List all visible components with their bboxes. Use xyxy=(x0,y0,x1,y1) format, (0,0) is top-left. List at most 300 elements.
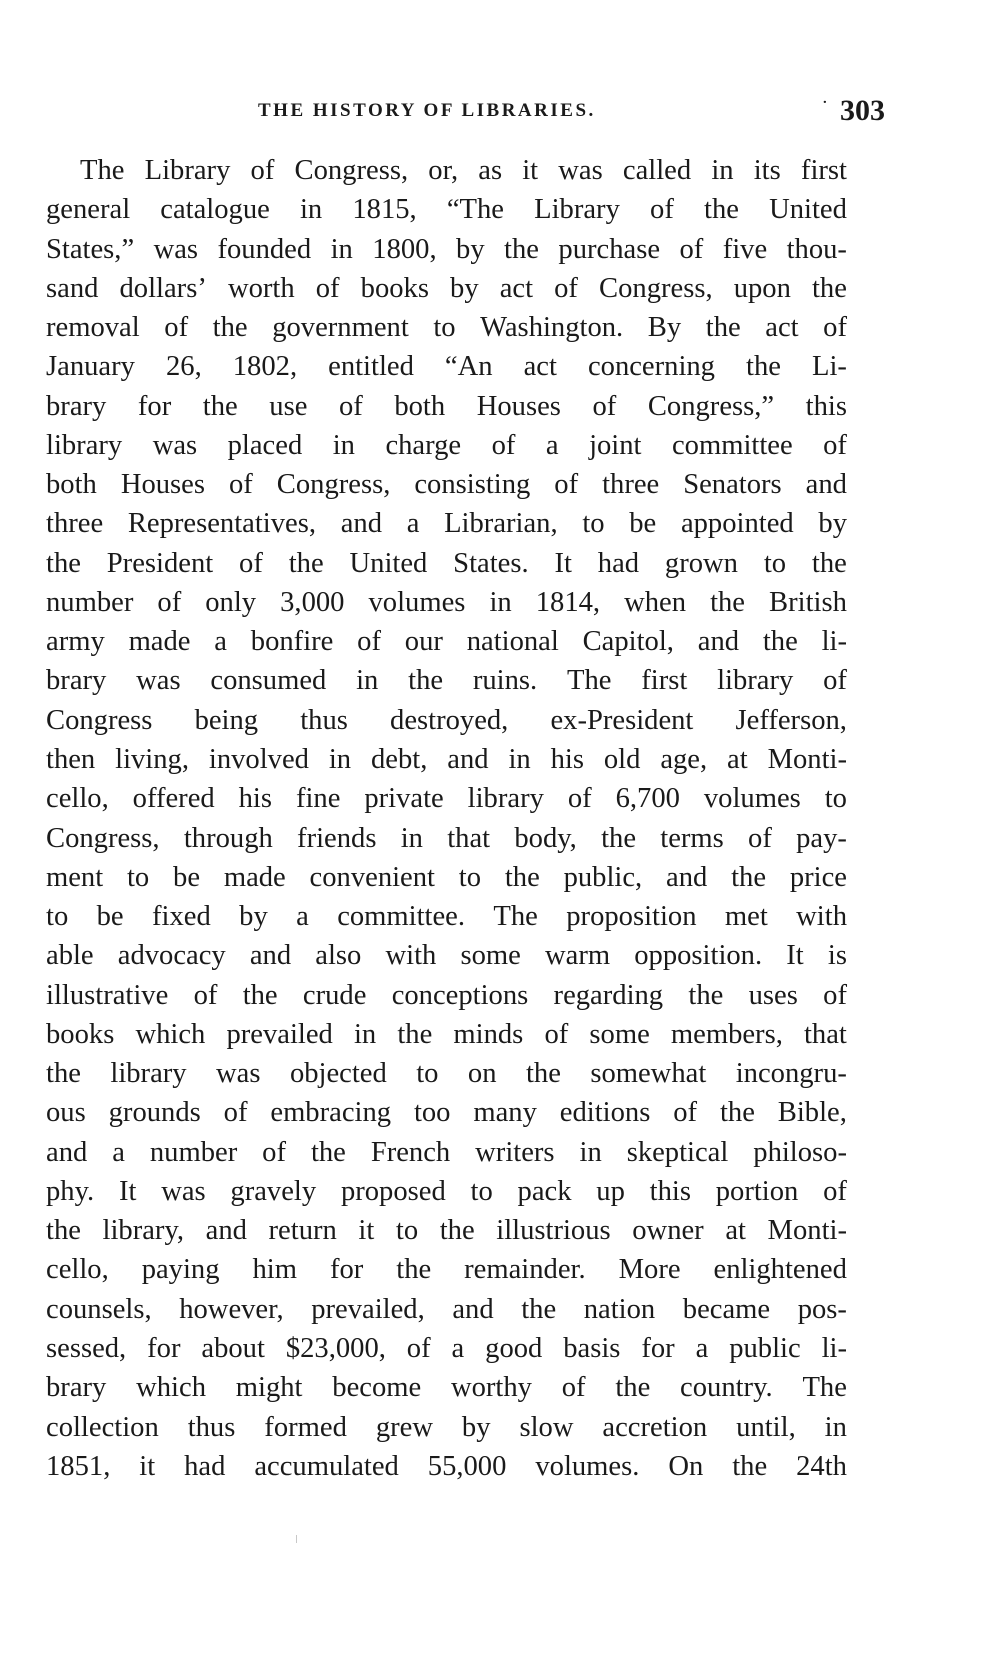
text-line xyxy=(46,1447,847,1486)
word: of xyxy=(157,586,182,618)
word: able xyxy=(46,940,94,972)
word: brary xyxy=(46,665,107,697)
word: to xyxy=(470,1175,493,1207)
word: prevailed xyxy=(226,1018,333,1050)
word: be xyxy=(96,901,124,933)
word: about xyxy=(201,1332,265,1364)
word: then xyxy=(46,743,96,775)
word: and xyxy=(666,861,708,893)
word: It xyxy=(554,547,572,579)
word: bonfire xyxy=(250,626,334,658)
word: minds xyxy=(453,1018,524,1050)
word: pay- xyxy=(796,822,847,854)
word: the xyxy=(242,979,278,1011)
word: was xyxy=(216,1058,261,1090)
word: five xyxy=(722,233,768,265)
word: conceptions xyxy=(391,979,529,1011)
word: books xyxy=(360,272,429,304)
word: of xyxy=(592,390,617,422)
word: public xyxy=(729,1332,801,1364)
word: the xyxy=(688,979,724,1011)
word: Bible, xyxy=(777,1097,847,1129)
word: to xyxy=(582,508,605,540)
word: it xyxy=(139,1450,156,1482)
text-line xyxy=(46,1368,847,1407)
word: Representatives, xyxy=(127,508,317,540)
word: consumed xyxy=(210,665,327,697)
word: members, xyxy=(670,1018,783,1050)
word: fixed xyxy=(152,901,211,933)
word: Washington. xyxy=(480,312,624,344)
word: the xyxy=(719,1097,755,1129)
word: advocacy xyxy=(117,940,226,972)
word: accretion xyxy=(602,1411,708,1443)
word: 1815, xyxy=(352,194,417,226)
text-line xyxy=(46,976,847,1015)
word: friends xyxy=(297,822,377,854)
word: of xyxy=(223,1097,248,1129)
body-text xyxy=(46,151,847,1486)
word: and xyxy=(46,1136,88,1168)
word: library xyxy=(467,783,544,815)
page-number: 303 xyxy=(840,94,885,127)
word: the xyxy=(310,1136,346,1168)
word: government xyxy=(272,312,409,344)
word: embracing xyxy=(270,1097,392,1129)
word: to xyxy=(395,1215,419,1247)
word: ex-President xyxy=(550,704,694,736)
word: be xyxy=(173,861,201,893)
text-line xyxy=(46,426,847,465)
word: which xyxy=(135,1018,206,1050)
word: in xyxy=(332,429,355,461)
word: it xyxy=(522,155,539,186)
word: books xyxy=(46,1018,115,1050)
word: proposed xyxy=(340,1175,446,1207)
word: also xyxy=(315,940,362,972)
word: be xyxy=(629,508,657,540)
word: the xyxy=(46,1215,81,1247)
word: portion xyxy=(715,1175,799,1207)
word: Congress xyxy=(46,704,153,736)
word: pos- xyxy=(797,1293,847,1325)
word: Houses xyxy=(120,469,206,501)
word: for xyxy=(641,1332,675,1364)
word: The xyxy=(802,1372,847,1404)
word: Congress, xyxy=(46,822,160,854)
word: ment xyxy=(46,861,104,893)
word: By xyxy=(647,312,682,344)
word: to xyxy=(126,861,150,893)
text-line xyxy=(46,1054,847,1093)
text-line xyxy=(46,190,847,229)
word: of xyxy=(679,233,704,265)
word: the xyxy=(601,822,637,854)
word: with xyxy=(385,940,437,972)
word: Houses xyxy=(476,390,561,422)
word: 1814, xyxy=(535,586,601,618)
text-line xyxy=(46,151,847,190)
text-line xyxy=(46,308,847,347)
word: charge xyxy=(385,429,462,461)
word: become xyxy=(332,1372,422,1404)
word: was xyxy=(161,1175,206,1207)
word: the xyxy=(710,586,745,618)
word: French xyxy=(370,1136,451,1168)
word: met xyxy=(724,901,768,933)
word: li- xyxy=(821,1332,847,1364)
word: philoso- xyxy=(753,1136,847,1168)
word: President xyxy=(106,547,214,579)
text-line xyxy=(46,622,847,661)
word: by xyxy=(450,272,479,304)
text-line xyxy=(46,819,847,858)
word: of xyxy=(491,429,516,461)
text-line xyxy=(46,661,847,700)
word: somewhat xyxy=(590,1058,707,1090)
word: this xyxy=(649,1175,691,1207)
text-line xyxy=(46,465,847,504)
word: both xyxy=(394,390,446,422)
text-line xyxy=(46,936,847,975)
word: uses xyxy=(748,979,798,1011)
word: sand xyxy=(46,272,99,304)
word: him xyxy=(252,1254,297,1286)
word: involved xyxy=(208,743,309,775)
word: Monti- xyxy=(767,1215,847,1247)
word: being xyxy=(194,704,259,736)
word: act xyxy=(499,272,534,304)
word: Congress, xyxy=(294,155,409,186)
word: the xyxy=(615,1372,651,1404)
word: had xyxy=(184,1450,226,1482)
word: grew xyxy=(375,1411,433,1443)
word: made xyxy=(223,861,286,893)
word: of xyxy=(250,155,275,186)
word: for xyxy=(137,390,172,422)
word: Congress, xyxy=(276,469,391,501)
text-line xyxy=(46,1211,847,1250)
word: accumulated xyxy=(254,1450,399,1482)
word: return xyxy=(268,1215,337,1247)
word: that xyxy=(803,1018,847,1050)
word: terms xyxy=(660,822,724,854)
word: the xyxy=(811,272,847,304)
word: and xyxy=(340,508,383,540)
text-line xyxy=(46,740,847,779)
word: three xyxy=(602,469,660,501)
word: of xyxy=(823,1175,847,1207)
word: counsels, xyxy=(46,1293,152,1325)
word: called xyxy=(622,155,692,186)
word: brary xyxy=(46,1372,107,1404)
word: of xyxy=(193,979,218,1011)
word: the xyxy=(704,194,739,226)
word: “An xyxy=(444,351,493,383)
word: private xyxy=(364,783,444,815)
word: in xyxy=(400,822,423,854)
word: sessed, xyxy=(46,1332,127,1364)
word: use xyxy=(269,390,308,422)
word: editions xyxy=(559,1097,651,1129)
word: slow xyxy=(519,1411,574,1443)
word: committee xyxy=(671,429,793,461)
word: however, xyxy=(179,1293,284,1325)
word: of xyxy=(315,272,340,304)
word: might xyxy=(235,1372,303,1404)
word: that xyxy=(447,822,491,854)
word: of xyxy=(262,1136,286,1168)
word: illustrious xyxy=(496,1215,611,1247)
word: writers xyxy=(475,1136,555,1168)
word: its xyxy=(753,155,781,186)
word: destroyed, xyxy=(390,704,509,736)
word: the xyxy=(731,861,767,893)
word: and xyxy=(249,940,292,972)
word: by xyxy=(818,508,847,540)
word: joint xyxy=(589,429,642,461)
word: library, xyxy=(102,1215,185,1247)
text-line xyxy=(46,1408,847,1447)
word: of xyxy=(554,469,579,501)
word: nation xyxy=(583,1293,656,1325)
word: good xyxy=(485,1332,543,1364)
word: $23,000, xyxy=(285,1332,386,1364)
word: the xyxy=(46,547,81,579)
word: of xyxy=(544,1018,569,1050)
word: a xyxy=(695,1332,709,1364)
word: act xyxy=(523,351,557,383)
word: of xyxy=(338,390,363,422)
word: the xyxy=(408,665,444,697)
word: for xyxy=(147,1332,181,1364)
word: only xyxy=(205,586,257,618)
word: 26, xyxy=(165,351,202,383)
word: 3,000 xyxy=(280,586,345,618)
word: by xyxy=(456,233,485,265)
word: skeptical xyxy=(626,1136,729,1168)
word: which xyxy=(136,1372,206,1404)
word: many xyxy=(473,1097,537,1129)
word: owner xyxy=(632,1215,704,1247)
word: grounds xyxy=(108,1097,201,1129)
word: age, xyxy=(660,743,708,775)
word: volumes xyxy=(703,783,801,815)
running-title: THE HISTORY OF LIBRARIES. xyxy=(258,100,596,121)
word: United xyxy=(769,194,847,226)
word: as xyxy=(478,155,503,186)
word: Li- xyxy=(811,351,847,383)
word: to xyxy=(763,547,787,579)
word: through xyxy=(183,822,273,854)
word: Librarian, xyxy=(444,508,558,540)
word: became xyxy=(682,1293,771,1325)
word: remainder. xyxy=(464,1254,586,1286)
word: ous xyxy=(46,1097,86,1129)
word: United xyxy=(349,547,428,579)
word: the xyxy=(504,861,540,893)
word: entitled xyxy=(328,351,414,383)
word: Library xyxy=(534,194,620,226)
word: of xyxy=(561,1372,586,1404)
word: incongru- xyxy=(735,1058,847,1090)
word: in xyxy=(330,233,353,265)
word: in xyxy=(328,743,352,775)
word: convenient xyxy=(309,861,435,893)
word: worthy xyxy=(450,1372,532,1404)
word: of xyxy=(239,547,263,579)
word: of xyxy=(823,979,847,1011)
word: a xyxy=(406,508,420,540)
word: made xyxy=(128,626,191,658)
word: volumes xyxy=(368,586,466,618)
text-line xyxy=(46,897,847,936)
word: a xyxy=(451,1332,465,1364)
word: or, xyxy=(428,155,459,186)
running-head xyxy=(0,94,1000,134)
word: to xyxy=(433,312,456,344)
word: gravely xyxy=(230,1175,317,1207)
text-line xyxy=(46,269,847,308)
word: 6,700 xyxy=(615,783,680,815)
word: some xyxy=(460,940,521,972)
word: in xyxy=(579,1136,602,1168)
word: price xyxy=(789,861,847,893)
word: was xyxy=(136,665,181,697)
word: and xyxy=(452,1293,494,1325)
word: dollars’ xyxy=(119,272,207,304)
word: Jefferson, xyxy=(735,704,847,736)
word: cello, xyxy=(46,1254,109,1286)
word: concerning xyxy=(587,351,715,383)
text-line xyxy=(46,230,847,269)
word: number xyxy=(149,1136,238,1168)
word: Congress,” xyxy=(647,390,775,422)
word: prevailed, xyxy=(311,1293,425,1325)
header-dot: · xyxy=(822,92,828,113)
text-line xyxy=(46,544,847,583)
word: in xyxy=(711,155,734,186)
word: the xyxy=(397,1018,433,1050)
word: and xyxy=(447,743,489,775)
text-line xyxy=(46,779,847,818)
text-line xyxy=(46,1172,847,1211)
word: removal xyxy=(46,312,140,344)
word: the xyxy=(525,1058,561,1090)
word: pack xyxy=(517,1175,572,1207)
word: 1802, xyxy=(232,351,298,383)
word: first xyxy=(641,665,688,697)
word: Library xyxy=(144,155,231,186)
word: and xyxy=(205,1215,247,1247)
word: thus xyxy=(300,704,348,736)
word: public, xyxy=(563,861,643,893)
word: army xyxy=(46,626,105,658)
word: at xyxy=(725,1215,746,1247)
text-line xyxy=(46,1015,847,1054)
word: More xyxy=(618,1254,681,1286)
word: of xyxy=(164,312,189,344)
word: too xyxy=(413,1097,451,1129)
word: British xyxy=(769,586,847,618)
word: general xyxy=(46,194,131,226)
word: January xyxy=(46,351,135,383)
word: in xyxy=(824,1411,847,1443)
word: his xyxy=(238,783,272,815)
text-line xyxy=(46,583,847,622)
word: and xyxy=(805,469,847,501)
word: in xyxy=(353,1018,377,1050)
word: had xyxy=(597,547,640,579)
word: worth xyxy=(227,272,295,304)
word: a xyxy=(296,901,309,933)
word: in xyxy=(299,194,323,226)
text-line xyxy=(46,1250,847,1289)
word: Senators xyxy=(683,469,782,501)
word: of xyxy=(554,272,578,304)
word: Congress, xyxy=(599,272,713,304)
word: the xyxy=(212,312,248,344)
word: country. xyxy=(680,1372,773,1404)
word: the xyxy=(705,312,741,344)
word: volumes. xyxy=(535,1450,640,1482)
word: his xyxy=(550,743,584,775)
word: ruins. xyxy=(472,665,538,697)
word: thus xyxy=(187,1411,236,1443)
text-line xyxy=(46,858,847,897)
word: founded xyxy=(217,233,312,265)
word: 24th xyxy=(796,1450,847,1482)
word: the xyxy=(504,233,539,265)
word: library xyxy=(46,429,123,461)
word: until, xyxy=(736,1411,796,1443)
word: Capitol, xyxy=(582,626,674,658)
text-line xyxy=(46,387,847,426)
word: in xyxy=(489,586,512,618)
word: It xyxy=(118,1175,137,1207)
word: placed xyxy=(227,429,303,461)
word: three xyxy=(46,508,104,540)
word: crude xyxy=(302,979,367,1011)
word: of xyxy=(650,194,674,226)
word: the xyxy=(746,351,781,383)
word: living, xyxy=(115,743,189,775)
word: of xyxy=(823,312,847,344)
word: catalogue xyxy=(160,194,270,226)
word: when xyxy=(624,586,687,618)
word: It xyxy=(786,940,804,972)
word: the xyxy=(439,1215,475,1247)
word: to xyxy=(458,861,482,893)
word: paying xyxy=(141,1254,220,1286)
word: objected xyxy=(289,1058,387,1090)
word: the xyxy=(46,1058,81,1090)
word: was xyxy=(152,429,198,461)
word: of xyxy=(567,783,592,815)
word: is xyxy=(827,940,847,972)
word: 1800, xyxy=(372,233,437,265)
print-mark xyxy=(296,1535,297,1543)
word: of xyxy=(228,469,253,501)
word: library xyxy=(717,665,794,697)
word: of xyxy=(406,1332,431,1364)
word: was xyxy=(558,155,603,186)
word: some xyxy=(589,1018,650,1050)
word: upon xyxy=(733,272,791,304)
word: offered xyxy=(132,783,215,815)
word: formed xyxy=(264,1411,347,1443)
word: at xyxy=(727,743,748,775)
